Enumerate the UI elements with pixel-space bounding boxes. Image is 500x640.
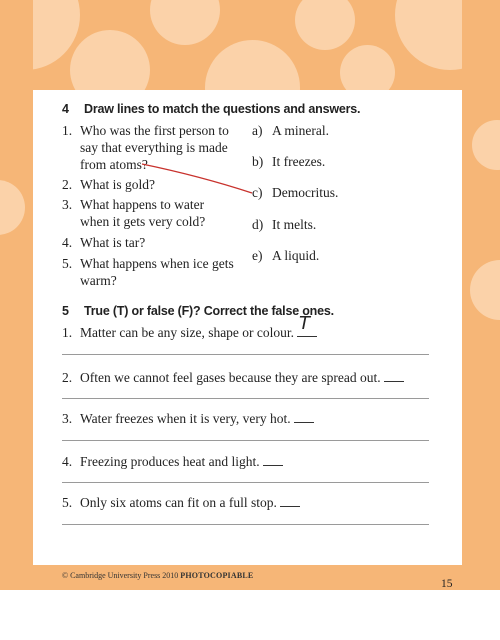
tf-number: 3. <box>62 411 73 426</box>
tf-statement-2 <box>80 369 404 386</box>
answer-blank[interactable] <box>384 371 404 382</box>
question-line: What is tar? <box>80 235 146 250</box>
section4-number: 4 <box>62 102 69 116</box>
section5-instruction: True (T) or false (F)? Correct the false ones. <box>84 304 334 318</box>
question-line: What happens to water <box>80 197 205 212</box>
answer-rule <box>62 524 429 525</box>
question-line: Who was the first person to <box>80 123 229 138</box>
tf-text: Often we cannot feel gases because they are spread out. <box>80 370 381 385</box>
answer-rule <box>62 482 429 483</box>
answer-text: A liquid. <box>272 248 320 263</box>
question-number: 1. <box>62 123 73 138</box>
tf-statement-3 <box>80 410 314 427</box>
answer-letter: e) <box>252 248 263 263</box>
section5-number: 5 <box>62 304 69 318</box>
copyright-text: © Cambridge University Press 2010 <box>62 571 179 580</box>
answer-letter: d) <box>252 217 264 232</box>
photocopiable-label: PHOTOCOPIABLE <box>180 571 254 580</box>
answer-rule <box>62 398 429 399</box>
page-number: 15 <box>441 578 453 590</box>
tf-statement-4 <box>80 453 283 470</box>
answer-rule <box>62 354 429 355</box>
answer-text: It freezes. <box>272 154 326 169</box>
question-line: warm? <box>80 273 117 288</box>
tf-text: Matter can be any size, shape or colour. <box>80 325 295 340</box>
tf-text: Only six atoms can fit on a full stop. <box>80 495 277 510</box>
answer-text: A mineral. <box>272 123 329 138</box>
answer-blank[interactable] <box>263 455 283 466</box>
question-line: from atoms? <box>80 157 148 172</box>
question-number: 3. <box>62 197 73 212</box>
answer-blank[interactable] <box>294 412 314 423</box>
question-line: when it gets very cold? <box>80 214 206 229</box>
tf-number: 5. <box>62 495 73 510</box>
tf-number: 1. <box>62 325 73 340</box>
answer-letter: a) <box>252 123 263 138</box>
question-number: 4. <box>62 235 73 250</box>
answer-letter: b) <box>252 154 264 169</box>
question-line: What is gold? <box>80 177 155 192</box>
section4-instruction: Draw lines to match the questions and answers. <box>84 102 361 116</box>
tf-number: 4. <box>62 454 73 469</box>
tf-text: Water freezes when it is very, very hot. <box>80 411 291 426</box>
red-pen-line <box>142 164 252 193</box>
tf-statement-1 <box>80 324 317 341</box>
answer-text: Democritus. <box>272 185 339 200</box>
tf-number: 2. <box>62 370 73 385</box>
answer-letter: c) <box>252 185 263 200</box>
answer-blank[interactable] <box>280 496 300 507</box>
question-line: What happens when ice gets <box>80 256 234 271</box>
answer-text: It melts. <box>272 217 317 232</box>
answer-rule <box>62 440 429 441</box>
section5-heading <box>62 304 334 318</box>
tf-text: Freezing produces heat and light. <box>80 454 260 469</box>
tf-statement-5 <box>80 494 300 511</box>
handwritten-answer: T <box>299 313 310 334</box>
question-number: 5. <box>62 256 73 271</box>
copyright-footer <box>62 571 253 580</box>
question-line: say that everything is made <box>80 140 228 155</box>
question-number: 2. <box>62 177 73 192</box>
